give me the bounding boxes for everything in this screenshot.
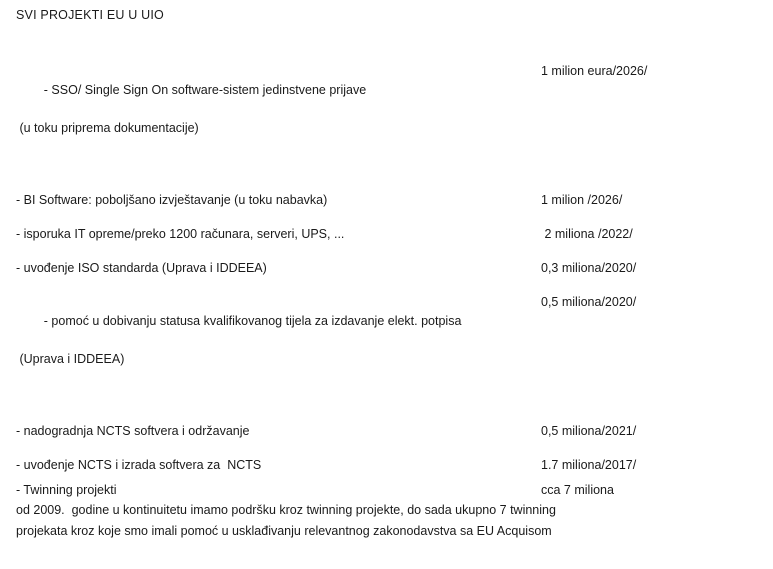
twinning-section [16,481,757,541]
project-label-line1: - SSO/ Single Sign On software-sistem jedinstvene prijave [43,83,367,97]
project-label [16,293,757,407]
row-spacer [16,447,757,456]
project-amount: 0,5 miliona/2020/ [541,295,637,309]
row-spacer [16,413,757,422]
project-label: - BI Software: poboljšano izvještavanje (u toku nabavka) [16,193,328,207]
project-label: - nadogradnja NCTS softvera i održavanje [16,424,250,438]
row-spacer [16,250,757,259]
twinning-label: - Twinning projekti [16,483,117,497]
project-amount: 2 miliona /2022/ [541,227,633,241]
project-amount: 1 milion /2026/ [541,193,623,207]
project-label-line2: (Uprava i IDDEEA) [16,352,125,366]
list-item [16,293,757,407]
row-spacer [16,284,757,293]
page-title: SVI PROJEKTI EU U UIO [16,8,164,22]
list-item [16,456,757,475]
twinning-paragraph-line2: projekata kroz koje smo imali pomoć u usklađivanju relevantnog zakonodavstva sa EU Acquisom [16,523,552,538]
project-label-line1: - pomoć u dobivanju statusa kvalifikovanog tijela za izdavanje elekt. potpisa [43,314,462,328]
list-item [16,225,757,244]
twinning-paragraph-line1: od 2009. godine u kontinuitetu imamo podršku kroz twinning projekte, do sada ukupno 7 twinning [16,503,556,517]
project-list [16,62,757,481]
list-item [16,259,757,278]
list-item [16,191,757,210]
project-label: - uvođenje NCTS i izrada softvera za NCTS [16,458,262,472]
project-label: - uvođenje ISO standarda (Uprava i IDDEEA) [16,261,267,275]
row-spacer [16,216,757,225]
project-amount: 1.7 miliona/2017/ [541,458,637,472]
project-amount: 0,5 miliona/2021/ [541,424,637,438]
project-label: - isporuka IT opreme/preko 1200 računara, serveri, UPS, ... [16,227,345,241]
twinning-amount: cca 7 miliona [541,483,614,497]
project-amount: 1 milion eura/2026/ [541,64,648,78]
project-label-line2: (u toku priprema dokumentacije) [16,121,199,135]
list-item [16,62,757,176]
project-amount: 0,3 miliona/2020/ [541,261,637,275]
list-item [16,422,757,441]
twinning-row [16,481,757,500]
row-spacer [16,182,757,191]
